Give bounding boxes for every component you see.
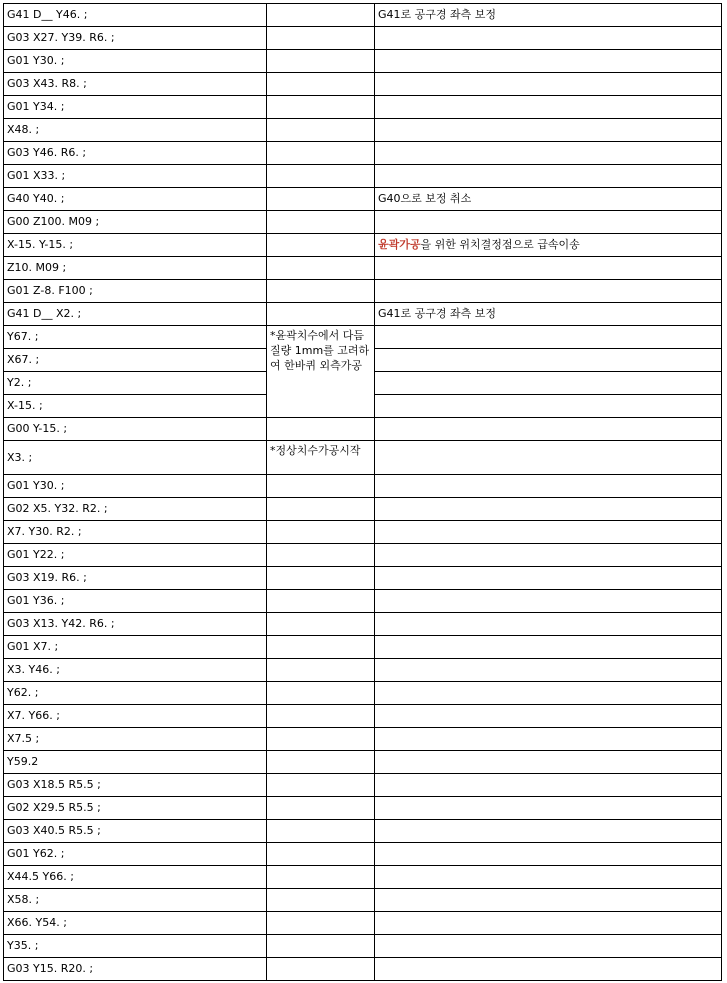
note-cell — [267, 567, 375, 590]
comment-cell: G41로 공구경 좌측 보정 — [375, 303, 722, 326]
nc-code-cell: X58. ; — [4, 889, 267, 912]
comment-cell — [375, 326, 722, 349]
nc-code-cell: X67. ; — [4, 349, 267, 372]
table-row — [4, 4, 722, 27]
final-size-start-note: *정상치수가공시작 — [267, 441, 375, 475]
comment-cell — [375, 935, 722, 958]
nc-code-cell: G01 Y30. ; — [4, 475, 267, 498]
table-row — [4, 613, 722, 636]
comment-cell — [375, 395, 722, 418]
comment-cell — [375, 705, 722, 728]
nc-code-cell: G02 X5. Y32. R2. ; — [4, 498, 267, 521]
nc-code-cell: X7. Y30. R2. ; — [4, 521, 267, 544]
table-row — [4, 889, 722, 912]
table-row — [4, 636, 722, 659]
note-cell — [267, 165, 375, 188]
table-row — [4, 73, 722, 96]
table-row — [4, 820, 722, 843]
table-row — [4, 475, 722, 498]
table-row — [4, 912, 722, 935]
nc-code-cell: G02 X29.5 R5.5 ; — [4, 797, 267, 820]
nc-code-cell: X66. Y54. ; — [4, 912, 267, 935]
note-cell — [267, 234, 375, 257]
comment-cell — [375, 50, 722, 73]
note-cell — [267, 613, 375, 636]
table-row — [4, 774, 722, 797]
comment-cell — [375, 418, 722, 441]
nc-code-cell: Y2. ; — [4, 372, 267, 395]
nc-code-cell: G03 Y15. R20. ; — [4, 958, 267, 981]
note-cell — [267, 96, 375, 119]
note-cell — [267, 590, 375, 613]
comment-cell — [375, 119, 722, 142]
note-cell — [267, 4, 375, 27]
nc-code-cell: G01 Y36. ; — [4, 590, 267, 613]
table-row — [4, 866, 722, 889]
comment-cell — [375, 613, 722, 636]
note-cell — [267, 521, 375, 544]
finish-allowance-note: *윤곽치수에서 다듬질량 1mm를 고려하여 한바퀴 외측가공 — [267, 326, 375, 418]
nc-code-cell: X3. ; — [4, 441, 267, 475]
nc-code-cell: Y35. ; — [4, 935, 267, 958]
nc-code-cell: G01 Y34. ; — [4, 96, 267, 119]
note-cell — [267, 682, 375, 705]
nc-code-cell: Z10. M09 ; — [4, 257, 267, 280]
table-row — [4, 303, 722, 326]
note-cell — [267, 797, 375, 820]
comment-cell — [375, 73, 722, 96]
table-row — [4, 441, 722, 475]
note-cell — [267, 27, 375, 50]
note-cell — [267, 142, 375, 165]
note-cell — [267, 659, 375, 682]
nc-code-cell: G41 D__ Y46. ; — [4, 4, 267, 27]
nc-code-cell: Y67. ; — [4, 326, 267, 349]
nc-code-cell: Y59.2 — [4, 751, 267, 774]
note-cell — [267, 958, 375, 981]
comment-cell — [375, 372, 722, 395]
table-row — [4, 142, 722, 165]
comment-cell — [375, 349, 722, 372]
note-cell — [267, 475, 375, 498]
comment-cell — [375, 96, 722, 119]
note-cell — [267, 820, 375, 843]
comment-cell — [375, 165, 722, 188]
note-cell — [267, 636, 375, 659]
comment-cell — [375, 234, 722, 257]
nc-program-table — [3, 3, 722, 981]
highlighted-term: 윤곽가공 — [378, 238, 421, 251]
table-row — [4, 280, 722, 303]
nc-code-cell: X3. Y46. ; — [4, 659, 267, 682]
note-cell — [267, 705, 375, 728]
comment-cell — [375, 280, 722, 303]
nc-code-cell: G01 Y30. ; — [4, 50, 267, 73]
table-row — [4, 843, 722, 866]
comment-cell — [375, 142, 722, 165]
comment-cell — [375, 866, 722, 889]
table-row — [4, 521, 722, 544]
nc-code-cell: Y62. ; — [4, 682, 267, 705]
nc-code-cell: G03 Y46. R6. ; — [4, 142, 267, 165]
table-row — [4, 682, 722, 705]
comment-cell: G40으로 보정 취소 — [375, 188, 722, 211]
note-cell — [267, 544, 375, 567]
table-row — [4, 498, 722, 521]
comment-cell — [375, 521, 722, 544]
nc-code-cell: G03 X19. R6. ; — [4, 567, 267, 590]
table-row — [4, 27, 722, 50]
nc-code-cell: X48. ; — [4, 119, 267, 142]
comment-cell — [375, 751, 722, 774]
note-cell — [267, 418, 375, 441]
table-row — [4, 567, 722, 590]
comment-cell — [375, 441, 722, 475]
table-row — [4, 234, 722, 257]
note-cell — [267, 211, 375, 234]
table-row — [4, 659, 722, 682]
comment-cell — [375, 912, 722, 935]
table-row — [4, 96, 722, 119]
comment-cell — [375, 797, 722, 820]
nc-code-cell: X7. Y66. ; — [4, 705, 267, 728]
table-row — [4, 165, 722, 188]
note-cell — [267, 912, 375, 935]
note-cell — [267, 843, 375, 866]
note-cell — [267, 303, 375, 326]
nc-code-cell: X7.5 ; — [4, 728, 267, 751]
table-row — [4, 119, 722, 142]
comment-cell — [375, 958, 722, 981]
comment-cell — [375, 475, 722, 498]
table-row — [4, 935, 722, 958]
nc-code-cell: G41 D__ X2. ; — [4, 303, 267, 326]
table-row — [4, 211, 722, 234]
comment-cell — [375, 590, 722, 613]
comment-cell — [375, 636, 722, 659]
nc-code-cell: G00 Y-15. ; — [4, 418, 267, 441]
table-row — [4, 590, 722, 613]
comment-cell — [375, 567, 722, 590]
note-cell — [267, 119, 375, 142]
nc-code-cell: G01 Y62. ; — [4, 843, 267, 866]
nc-code-cell: G03 X27. Y39. R6. ; — [4, 27, 267, 50]
nc-code-cell: G03 X43. R8. ; — [4, 73, 267, 96]
table-row — [4, 326, 722, 349]
table-row — [4, 50, 722, 73]
comment-cell — [375, 774, 722, 797]
nc-code-cell: G01 Y22. ; — [4, 544, 267, 567]
table-row — [4, 188, 722, 211]
comment-cell — [375, 889, 722, 912]
note-cell — [267, 50, 375, 73]
nc-code-cell: G01 X33. ; — [4, 165, 267, 188]
comment-text: 을 위한 위치결정점으로 급속이송 — [420, 238, 580, 251]
note-cell — [267, 935, 375, 958]
note-cell — [267, 280, 375, 303]
comment-cell — [375, 211, 722, 234]
comment-cell — [375, 682, 722, 705]
table-row — [4, 544, 722, 567]
comment-cell — [375, 659, 722, 682]
note-cell — [267, 751, 375, 774]
nc-code-cell: G40 Y40. ; — [4, 188, 267, 211]
note-cell — [267, 866, 375, 889]
table-row — [4, 728, 722, 751]
table-row — [4, 751, 722, 774]
nc-code-cell: G01 Z-8. F100 ; — [4, 280, 267, 303]
comment-cell — [375, 498, 722, 521]
comment-cell — [375, 257, 722, 280]
comment-cell — [375, 728, 722, 751]
nc-code-cell: G03 X40.5 R5.5 ; — [4, 820, 267, 843]
note-cell — [267, 188, 375, 211]
table-row — [4, 257, 722, 280]
nc-code-cell: G03 X18.5 R5.5 ; — [4, 774, 267, 797]
comment-cell: G41로 공구경 좌측 보정 — [375, 4, 722, 27]
nc-code-cell: G03 X13. Y42. R6. ; — [4, 613, 267, 636]
nc-code-cell: G00 Z100. M09 ; — [4, 211, 267, 234]
note-cell — [267, 257, 375, 280]
comment-cell — [375, 27, 722, 50]
table-row — [4, 418, 722, 441]
nc-code-cell: X-15. ; — [4, 395, 267, 418]
comment-cell — [375, 843, 722, 866]
nc-code-cell: X44.5 Y66. ; — [4, 866, 267, 889]
comment-cell — [375, 544, 722, 567]
table-row — [4, 797, 722, 820]
note-cell — [267, 498, 375, 521]
table-row — [4, 958, 722, 981]
note-cell — [267, 889, 375, 912]
note-cell — [267, 774, 375, 797]
table-row — [4, 705, 722, 728]
note-cell — [267, 73, 375, 96]
comment-cell — [375, 820, 722, 843]
note-cell — [267, 728, 375, 751]
nc-code-cell: G01 X7. ; — [4, 636, 267, 659]
nc-code-cell: X-15. Y-15. ; — [4, 234, 267, 257]
